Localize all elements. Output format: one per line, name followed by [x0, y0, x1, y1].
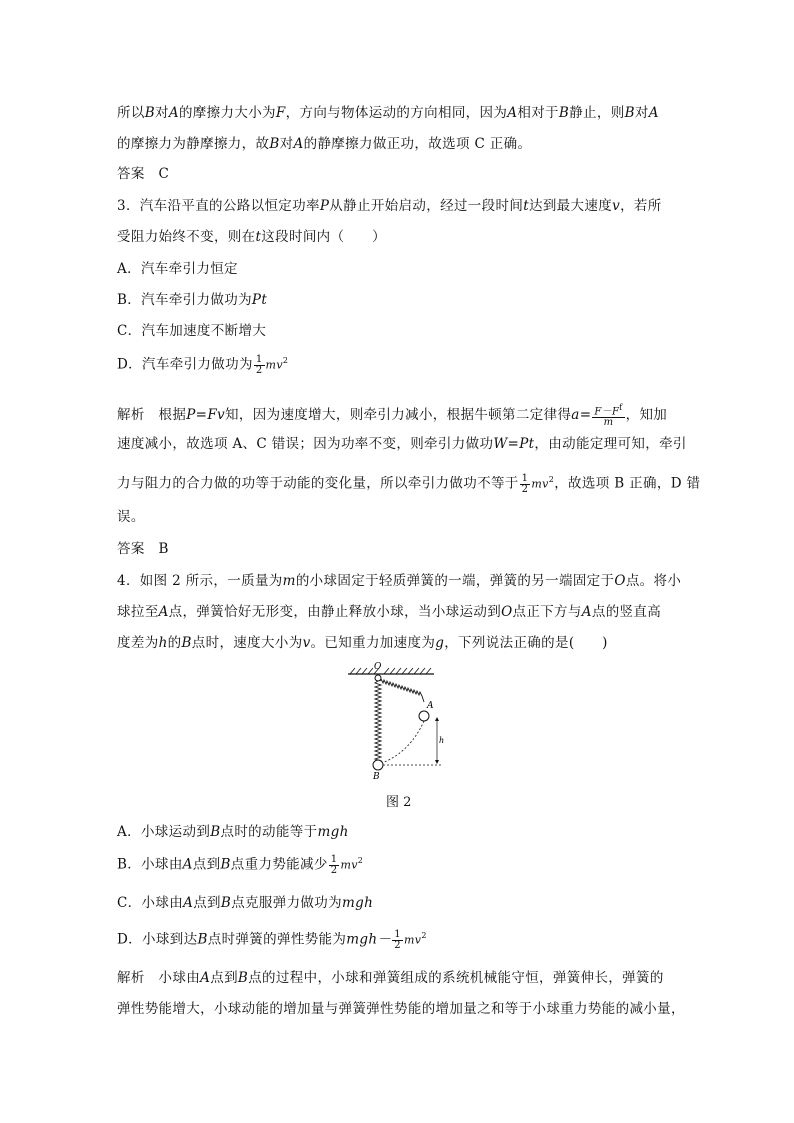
q3-option-b: B．汽车牵引力做功为Pt — [117, 292, 268, 308]
solution-3-line-3: 力与阻力的合力做的功等于动能的变化量，所以牵引力做功不等于 $\frac{1}{2}$ $mv^2$，故选项 B 正确，D 错 — [117, 472, 701, 495]
spring-pendulum-figure — [340, 660, 450, 780]
question-3-line-1: 3．汽车沿平直的公路以恒定功率P从静止开始启动，经过一段时间t达到最大速度v，若所 — [117, 198, 662, 214]
q3-option-a: A．汽车牵引力恒定 — [117, 261, 238, 277]
solution-continuation-line-2: 的摩擦力为静摩擦力，故B对A的静摩擦力做正功，故选项 C 正确。 — [117, 136, 532, 152]
fraction-half: $\frac{1}{2}$ — [330, 853, 338, 876]
label-b: B — [373, 772, 380, 780]
solution-4-line-1: 解析 小球由A点到B点的过程中，小球和弹簧组成的系统机械能守恒，弹簧伸长，弹簧的 — [117, 970, 664, 986]
solution-4-line-2: 弹性势能增大，小球动能的增加量与弹簧弹性势能的增加量之和等于小球重力势能的减小量， — [117, 1001, 685, 1017]
question-3-line-2: 受阻力始终不变，则在t这段时间内（ ） — [117, 229, 386, 245]
figure-caption: 图 2 — [386, 795, 412, 810]
q3-option-c: C．汽车加速度不断增大 — [117, 323, 267, 339]
ball-a — [419, 711, 429, 721]
height-arrow-top — [435, 717, 439, 721]
fraction-half: $\frac{1}{2}$ — [521, 472, 529, 495]
q4-option-b: B．小球由A点到B点重力势能减少 $\frac{1}{2}$ $mv^2$ — [117, 853, 364, 876]
q4-option-c: C．小球由A点到B点克服弹力做功为mgh — [117, 895, 374, 911]
label-h: h — [439, 736, 445, 745]
question-4-line-3: 度差为h的B点时，速度大小为v。已知重力加速度为g，下列说法正确的是( ) — [117, 635, 608, 651]
solution-continuation-line-1: 所以B对A的摩擦力大小为F，方向与物体运动的方向相同，因为A相对于B静止，则B对A — [117, 105, 659, 121]
answer-q2: 答案 C — [117, 166, 170, 182]
fraction-net-force: $\frac{F-F^f}{m}$ — [594, 403, 623, 429]
q3-option-d: D．汽车牵引力做功为 $\frac{1}{2}$ $mv^2$ — [117, 353, 289, 376]
fraction-half: $\frac{1}{2}$ — [255, 353, 263, 376]
solution-3-line-4: 误。 — [117, 509, 145, 525]
spring-vertical — [375, 681, 381, 767]
answer-q3: 答案 B — [117, 541, 169, 557]
ball-b — [373, 760, 383, 770]
question-4-line-2: 球拉至A点，弹簧恰好无形变，由静止释放小球，当小球运动到O点正下方与A点的竖直高 — [117, 604, 662, 620]
fraction-half: $\frac{1}{2}$ — [394, 928, 401, 951]
question-4-line-1: 4．如图 2 所示，一质量为m的小球固定于轻质弹簧的一端，弹簧的另一端固定于O点。将小 — [117, 573, 682, 589]
q4-option-d: D．小球到达B点时弹簧的弹性势能为mgh－ $\frac{1}{2}$ $mv^2$ — [117, 928, 427, 951]
solution-3-line-2: 速度减小，故选项 A、C 错误；因为功率不变，则牵引力做功W=Pt，由动能定理可知，牵引 — [117, 436, 687, 452]
ceiling-hatching — [350, 668, 431, 674]
spring-inclined — [380, 679, 424, 702]
height-arrow-bottom — [435, 760, 439, 764]
label-o: O — [374, 662, 382, 672]
trajectory-arc — [382, 721, 424, 763]
q4-option-a: A．小球运动到B点时的动能等于mgh — [117, 824, 349, 840]
solution-3-line-1: 解析 根据P=Fv知，因为速度增大，则牵引力减小，根据牛顿第二定律得a= $\frac{F-F^f}{m}$ ，知加 — [117, 403, 668, 429]
label-a: A — [427, 701, 434, 711]
